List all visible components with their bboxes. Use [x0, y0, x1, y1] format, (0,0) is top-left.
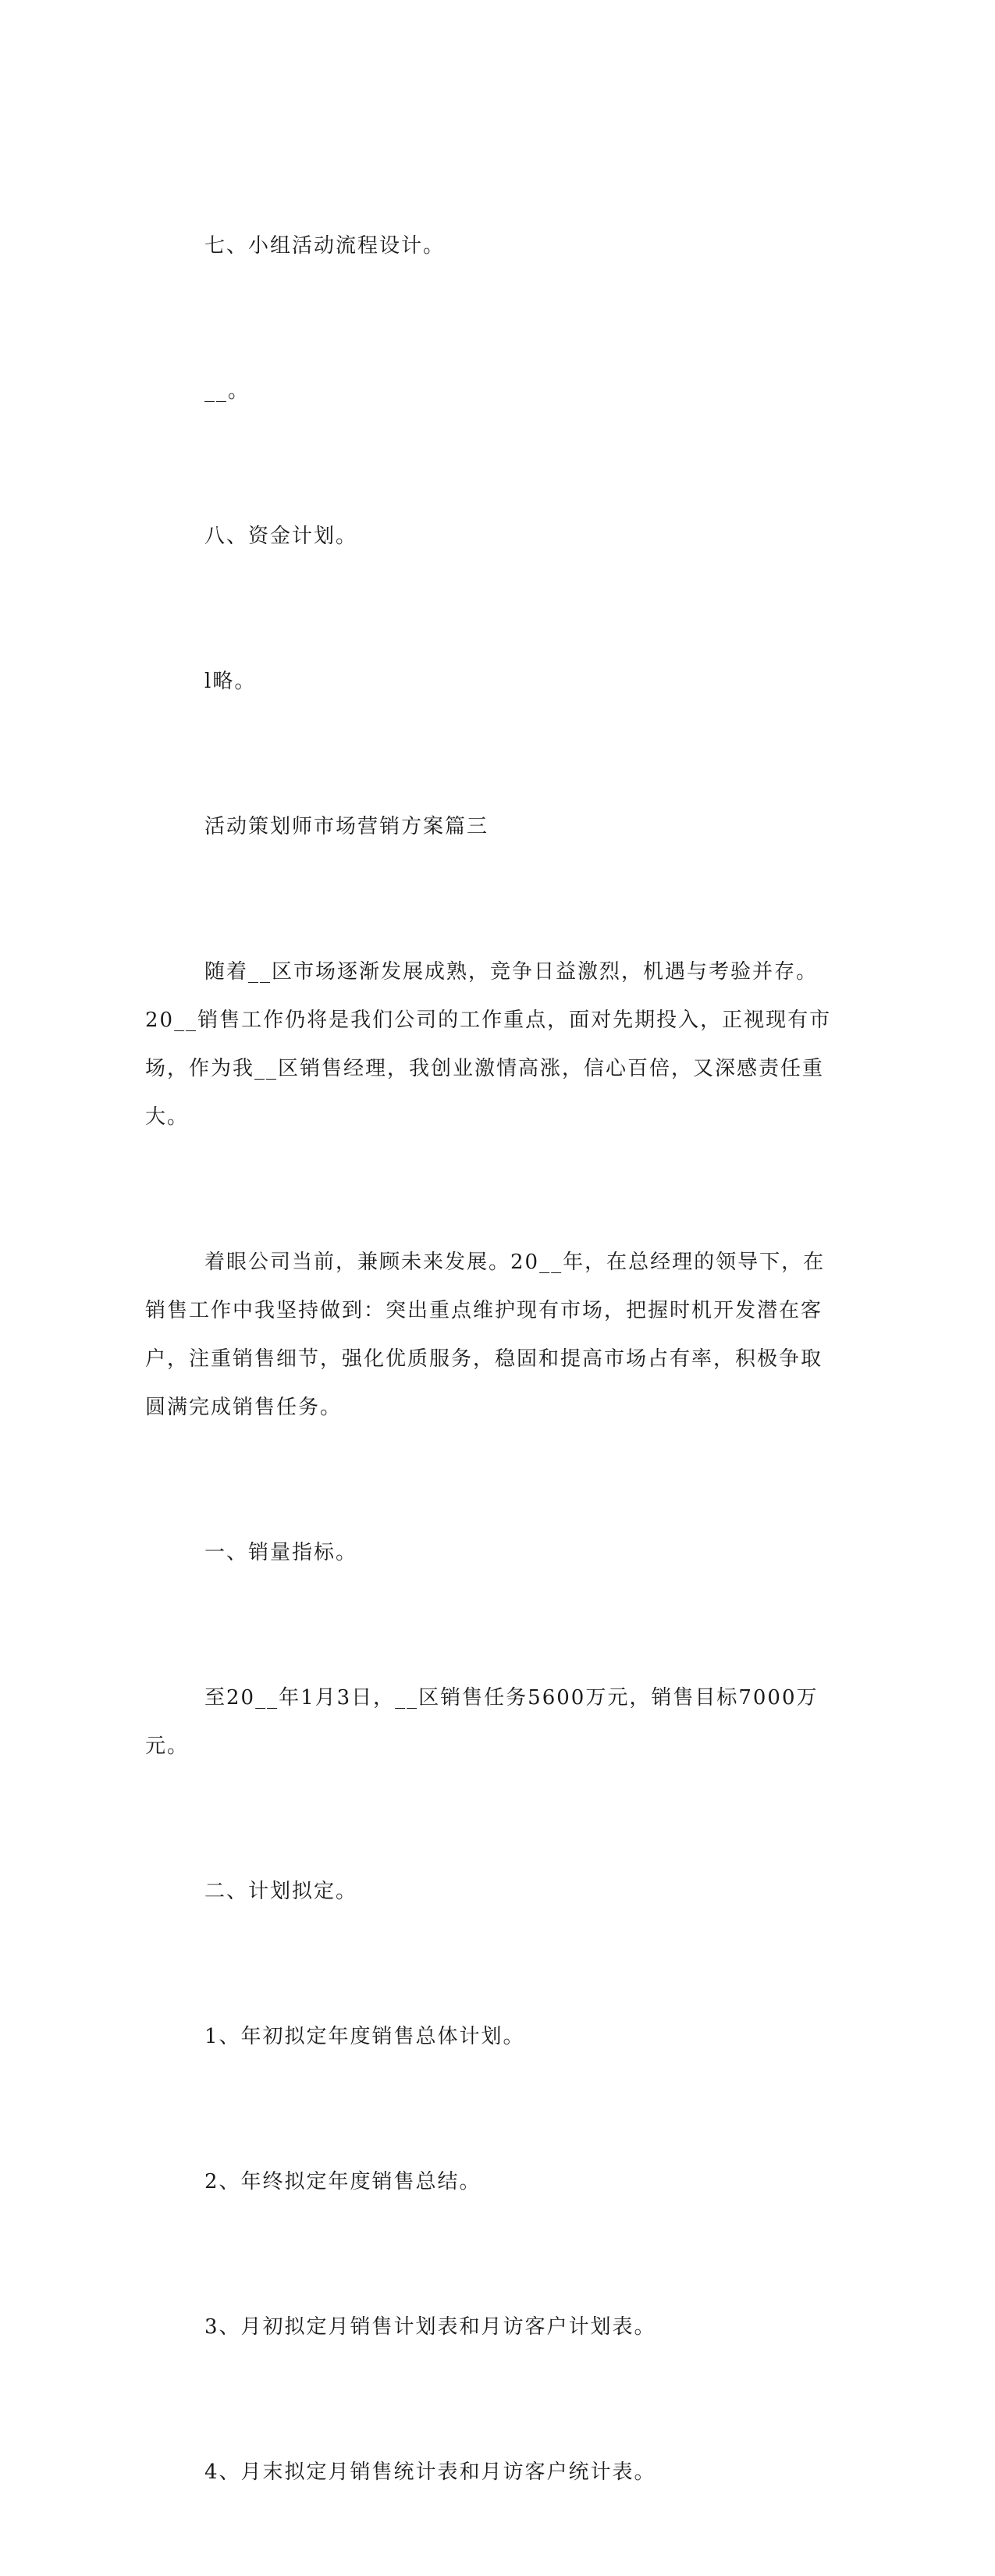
section-heading-1: 一、销量指标。 — [204, 1541, 358, 1564]
placeholder-line: __。 — [204, 379, 251, 403]
omitted-note: l略。 — [204, 670, 257, 693]
list-item: 4、月末拟定月销售统计表和月访客户统计表。 — [204, 2460, 656, 2484]
body-paragraph-focus: 着眼公司当前，兼顾未来发展。20__年，在总经理的领导下，在销售工作中我坚持做到：突出重点维护现有市场，把握时机开发潜在客户，注重销售细节，强化优质服务，稳固和提高市场占有率，积极争取圆满完成销售任务。 — [145, 1251, 826, 1419]
article-title: 活动策划师市场营销方案篇三 — [204, 815, 489, 838]
section-heading-2: 二、计划拟定。 — [204, 1880, 358, 1903]
document-body — [145, 125, 832, 2576]
list-item: 3、月初拟定月销售计划表和月访客户计划表。 — [204, 2315, 656, 2339]
list-item: 2、年终拟定年度销售总结。 — [204, 2170, 482, 2194]
body-paragraph-intro: 随着__区市场逐渐发展成熟，竞争日益激烈，机遇与考验并存。20__销售工作仍将是我们公司的工作重点，面对先期投入，正视现有市场，作为我__区销售经理，我创业激情高涨，信心百倍，又深感责任重大。 — [145, 960, 832, 1129]
list-item: 1、年初拟定年度销售总体计划。 — [204, 2025, 525, 2048]
section-heading-8: 八、资金计划。 — [204, 525, 358, 548]
section-heading-7: 七、小组活动流程设计。 — [204, 234, 446, 258]
sales-target-paragraph: 至20__年1月3日，__区销售任务5600万元，销售目标7000万元。 — [145, 1686, 819, 1758]
